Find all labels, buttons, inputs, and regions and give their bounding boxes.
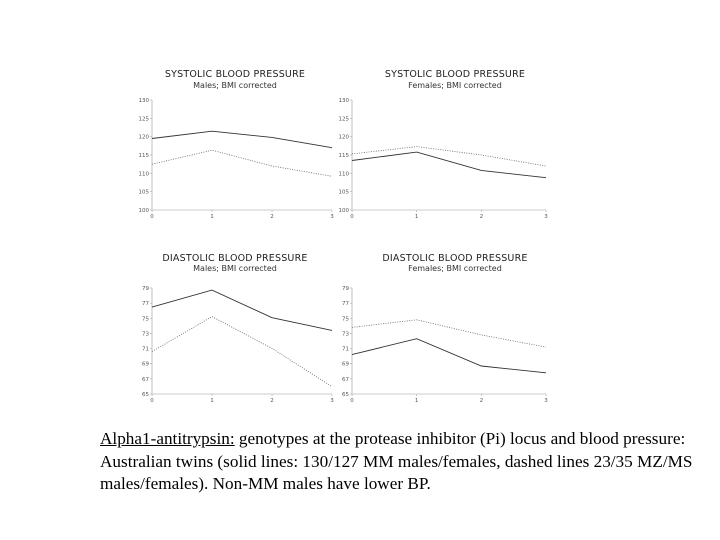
y-tick-label: 105 bbox=[338, 189, 349, 196]
chart-subtitle: Males; BMI corrected bbox=[193, 81, 277, 90]
y-tick-label: 105 bbox=[138, 189, 149, 196]
solid-series-line bbox=[152, 290, 332, 330]
y-tick-label: 77 bbox=[342, 301, 349, 308]
dotted-series-line bbox=[352, 320, 546, 347]
y-tick-label: 125 bbox=[338, 116, 349, 123]
y-tick-label: 125 bbox=[138, 116, 149, 123]
y-tick-label: 115 bbox=[138, 153, 149, 159]
x-tick-label: 1 bbox=[210, 214, 214, 220]
y-tick-label: 130 bbox=[138, 98, 149, 104]
x-tick-label: 3 bbox=[330, 214, 334, 220]
y-tick-label: 79 bbox=[142, 286, 149, 292]
chart-subtitle: Males; BMI corrected bbox=[193, 264, 277, 273]
x-tick-label: 3 bbox=[544, 214, 548, 220]
x-tick-label: 1 bbox=[414, 398, 419, 404]
x-tick-label: 0 bbox=[150, 398, 154, 404]
x-tick-label: 2 bbox=[479, 398, 484, 404]
y-tick-label: 69 bbox=[342, 361, 349, 368]
y-tick-label: 120 bbox=[338, 134, 349, 141]
solid-series-line bbox=[352, 339, 546, 373]
chart-systolic-females bbox=[336, 94, 556, 220]
chart-diastolic-females bbox=[336, 280, 556, 406]
solid-series-line bbox=[352, 152, 546, 178]
y-tick-label: 100 bbox=[338, 208, 349, 214]
x-tick-label: 0 bbox=[150, 214, 154, 220]
y-tick-label: 75 bbox=[342, 316, 349, 323]
y-tick-label: 110 bbox=[138, 171, 149, 178]
y-tick-label: 75 bbox=[142, 316, 149, 323]
chart-title: SYSTOLIC BLOOD PRESSURE bbox=[164, 69, 306, 80]
x-tick-label: 1 bbox=[210, 398, 214, 404]
x-tick-label: 2 bbox=[270, 214, 274, 220]
y-tick-label: 73 bbox=[142, 331, 149, 338]
caption-lead: Alpha1-antitrypsin: bbox=[100, 429, 235, 448]
x-tick-label: 3 bbox=[544, 398, 548, 404]
y-tick-label: 71 bbox=[142, 346, 149, 353]
x-tick-label: 1 bbox=[414, 214, 419, 220]
x-tick-label: 2 bbox=[270, 398, 274, 404]
y-tick-label: 110 bbox=[338, 171, 349, 178]
solid-series-line bbox=[152, 131, 332, 148]
x-tick-label: 0 bbox=[350, 398, 354, 404]
figure-caption bbox=[100, 428, 712, 496]
dotted-series-line bbox=[152, 150, 332, 176]
y-tick-label: 130 bbox=[338, 98, 349, 104]
y-tick-label: 67 bbox=[342, 376, 349, 383]
x-tick-label: 2 bbox=[479, 214, 484, 220]
chart-systolic-males bbox=[136, 94, 346, 220]
y-tick-label: 73 bbox=[342, 331, 349, 338]
dotted-series-line bbox=[152, 317, 332, 387]
chart-subtitle: Females; BMI corrected bbox=[408, 81, 502, 90]
y-tick-label: 79 bbox=[342, 286, 349, 292]
y-tick-label: 65 bbox=[342, 392, 349, 398]
chart-diastolic-males bbox=[136, 280, 346, 406]
x-tick-label: 0 bbox=[350, 214, 354, 220]
x-tick-label: 3 bbox=[330, 398, 334, 404]
y-tick-label: 67 bbox=[142, 376, 149, 383]
chart-title: DIASTOLIC BLOOD PRESSURE bbox=[162, 253, 308, 264]
y-tick-label: 115 bbox=[338, 153, 349, 159]
chart-title: DIASTOLIC BLOOD PRESSURE bbox=[382, 253, 528, 264]
y-tick-label: 100 bbox=[138, 208, 149, 214]
y-tick-label: 120 bbox=[138, 134, 149, 141]
y-tick-label: 69 bbox=[142, 361, 149, 368]
chart-title: SYSTOLIC BLOOD PRESSURE bbox=[384, 69, 526, 80]
y-tick-label: 71 bbox=[342, 346, 349, 353]
y-tick-label: 77 bbox=[142, 301, 149, 308]
caption-body: genotypes at the protease inhibitor (Pi) locus and blood pressure: Australian twins (solid lines: 130/127 MM males/females, dashed lines 23/35 MZ/MS males/females). Non-MM males have lower BP. bbox=[100, 429, 693, 493]
chart-subtitle: Females; BMI corrected bbox=[408, 264, 502, 273]
y-tick-label: 65 bbox=[142, 392, 149, 398]
